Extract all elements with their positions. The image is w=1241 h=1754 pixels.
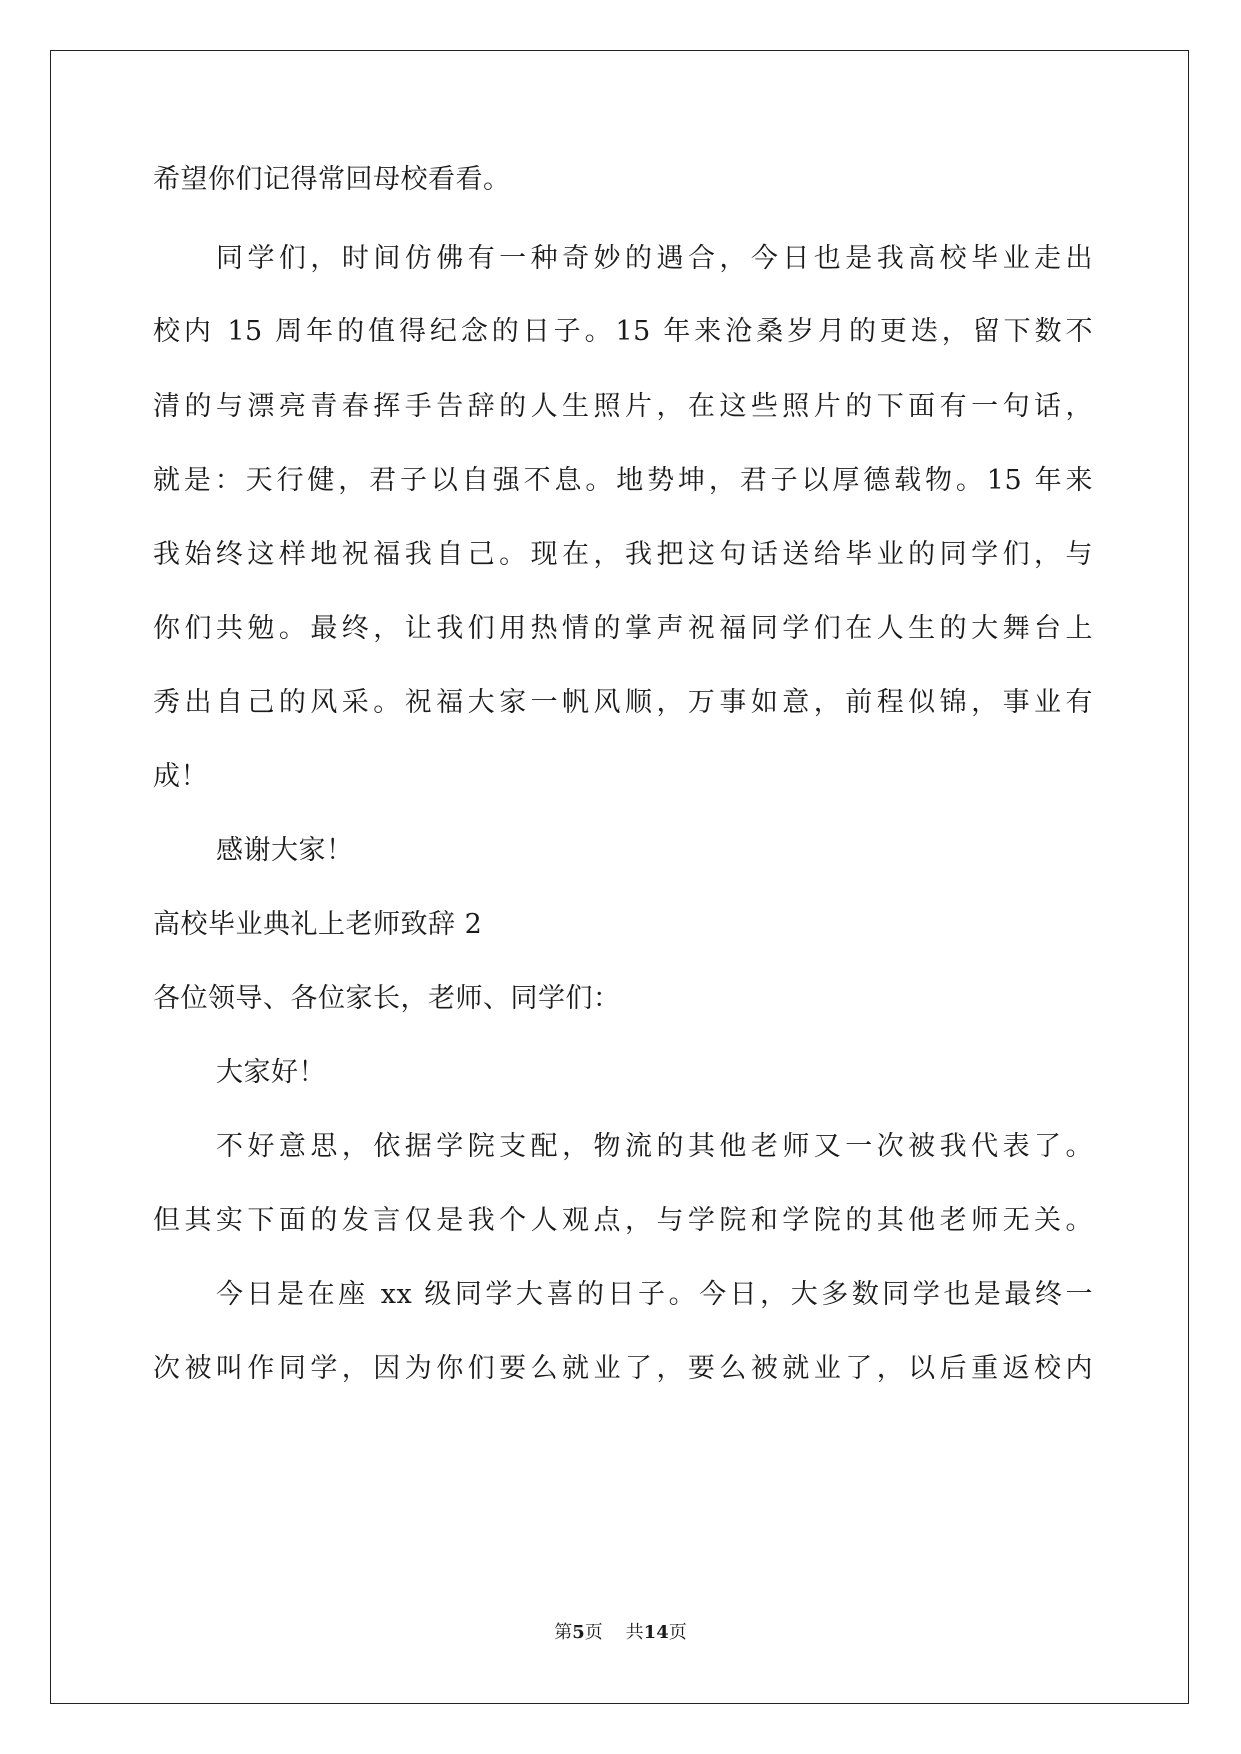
text-line: 同学们，时间仿佛有一种奇妙的遇合，今日也是我高校毕业走出 [216,243,1093,274]
total-label-prefix: 共 [625,1622,644,1643]
text-line: 不好意思，依据学院支配，物流的其他老师又一次被我代表了。 [216,1131,1093,1162]
text-line: 你们共勉。最终，让我们用热情的掌声祝福同学们在人生的大舞台上 [153,613,1093,644]
text-line: 大家好！ [216,1057,326,1088]
text-line: 感谢大家！ [216,835,354,866]
page-border [50,50,1189,1704]
page-number: 5 [572,1622,585,1643]
text-line: 次被叫作同学，因为你们要么就业了，要么被就业了，以后重返校内 [153,1353,1093,1384]
total-pages: 14 [643,1622,669,1643]
text-line: 秀出自己的风采。祝福大家一帆风顺，万事如意，前程似锦，事业有 [153,687,1093,718]
total-label-suffix: 页 [668,1622,687,1643]
text-line: 校内 15 周年的值得纪念的日子。15 年来沧桑岁月的更迭，留下数不 [153,316,1093,347]
page-footer [0,1621,1241,1645]
text-line: 希望你们记得常回母校看看。 [153,164,511,195]
text-line: 清的与漂亮青春挥手告辞的人生照片，在这些照片的下面有一句话， [153,391,1093,422]
text-line: 就是：天行健，君子以自强不息。地势坤，君子以厚德载物。15 年来 [153,465,1093,496]
text-line: 今日是在座 xx 级同学大喜的日子。今日，大多数同学也是最终一 [216,1279,1093,1310]
text-line: 我始终这样地祝福我自己。现在，我把这句话送给毕业的同学们，与 [153,539,1093,570]
text-line: 成！ [153,761,208,792]
text-line: 各位领导、各位家长，老师、同学们： [153,983,621,1014]
page-label-suffix: 页 [584,1622,603,1643]
text-line: 但其实下面的发言仅是我个人观点，与学院和学院的其他老师无关。 [153,1205,1093,1236]
page-label-prefix: 第 [554,1622,573,1643]
text-line: 高校毕业典礼上老师致辞 2 [153,909,483,940]
